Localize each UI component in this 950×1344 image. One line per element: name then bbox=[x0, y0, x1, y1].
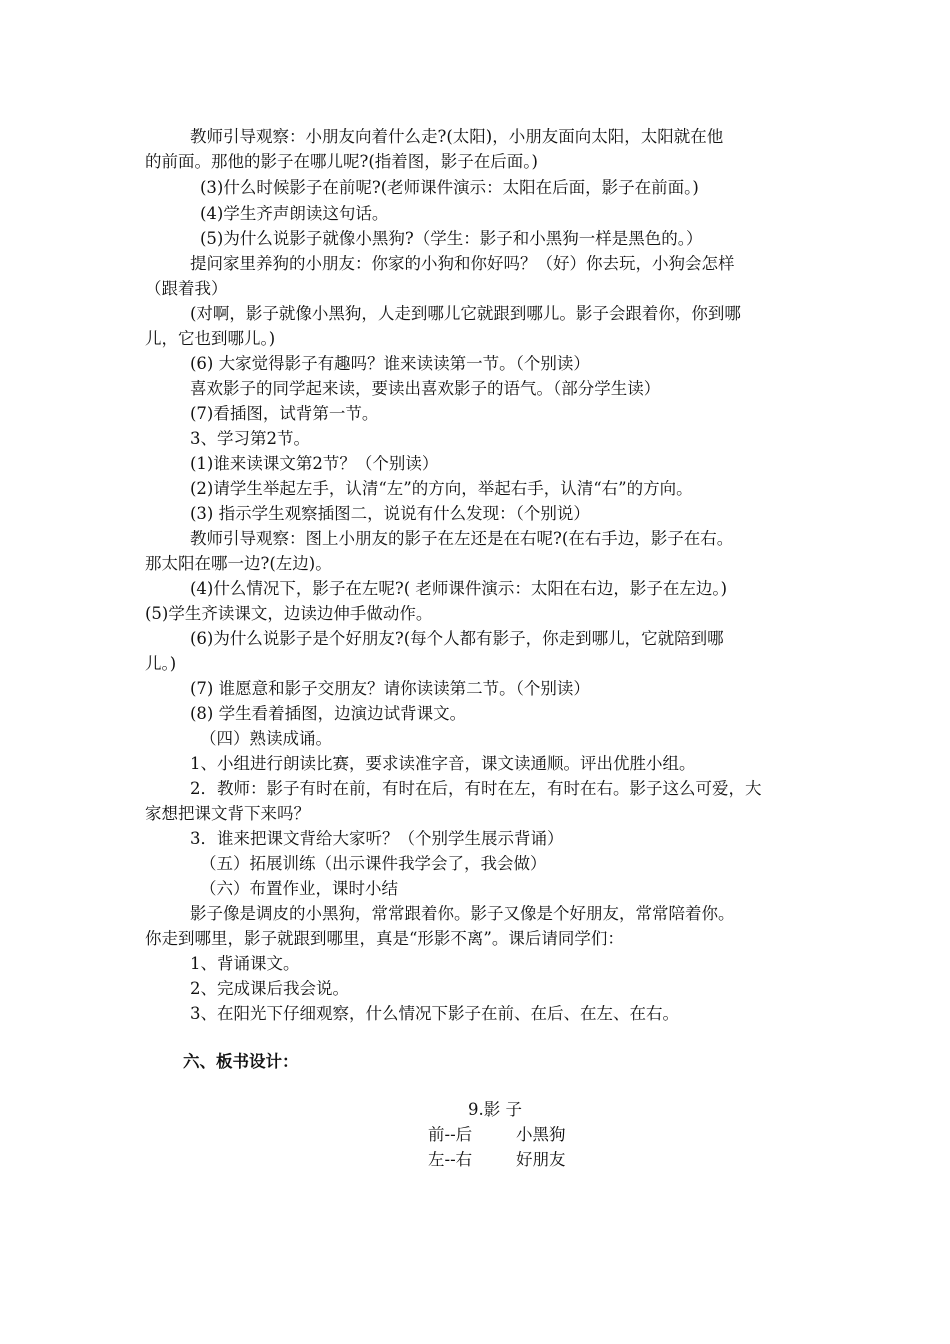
text-line: 儿，它也到哪儿。) bbox=[145, 329, 276, 348]
text-line: 儿。) bbox=[145, 654, 177, 673]
text-line: 1、小组进行朗读比赛，要求读准字音，课文读通顺。评出优胜小组。 bbox=[190, 754, 696, 773]
board-title: 9.影 子 bbox=[468, 1100, 522, 1119]
text-line: 那太阳在哪一边?(左边)。 bbox=[145, 554, 332, 573]
text-line: 3、在阳光下仔细观察，什么情况下影子在前、在后、在左、在右。 bbox=[190, 1004, 679, 1023]
text-line: (2)请学生举起左手，认清“左”的方向，举起右手，认清“右”的方向。 bbox=[190, 479, 693, 498]
text-line: 的前面。那他的影子在哪儿呢?(指着图，影子在后面。) bbox=[145, 152, 538, 171]
board-row2-right: 好朋友 bbox=[516, 1150, 566, 1169]
board-row1-right: 小黑狗 bbox=[516, 1125, 566, 1144]
text-line: (3) 指示学生观察插图二，说说有什么发现：（个别说） bbox=[190, 504, 590, 523]
text-line: 提问家里养狗的小朋友：你家的小狗和你好吗？（好）你去玩，小狗会怎样 bbox=[190, 254, 735, 273]
text-line: 1、背诵课文。 bbox=[190, 954, 300, 973]
text-line: 2、完成课后我会说。 bbox=[190, 979, 349, 998]
text-line: 3、学习第2节。 bbox=[190, 429, 310, 448]
section-heading: 六、板书设计： bbox=[183, 1052, 299, 1071]
text-line: （四）熟读成诵。 bbox=[200, 729, 332, 748]
text-line: (1)谁来读课文第2节？（个别读） bbox=[190, 454, 439, 473]
text-line: 3．谁来把课文背给大家听？（个别学生展示背诵） bbox=[190, 829, 564, 848]
text-line: (6) 大家觉得影子有趣吗？谁来读读第一节。（个别读） bbox=[190, 354, 590, 373]
text-line: 教师引导观察：图上小朋友的影子在左还是在右呢?(在右手边，影子在右。 bbox=[190, 529, 734, 548]
text-line: (7)看插图，试背第一节。 bbox=[190, 404, 379, 423]
text-line: (对啊，影子就像小黑狗，人走到哪儿它就跟到哪儿。影子会跟着你，你到哪 bbox=[190, 304, 741, 323]
text-line: 家想把课文背下来吗？ bbox=[145, 804, 310, 823]
text-line: 教师引导观察：小朋友向着什么走?(太阳)，小朋友面向太阳，太阳就在他 bbox=[190, 127, 724, 146]
text-line: 喜欢影子的同学起来读，要读出喜欢影子的语气。（部分学生读） bbox=[190, 379, 661, 398]
text-line: (3)什么时候影子在前呢?(老师课件演示：太阳在后面，影子在前面。) bbox=[200, 178, 699, 197]
text-line: (8) 学生看着插图，边演边试背课文。 bbox=[190, 704, 467, 723]
text-line: (6)为什么说影子是个好朋友?(每个人都有影子，你走到哪儿，它就陪到哪 bbox=[190, 629, 724, 648]
text-line: (4)学生齐声朗读这句话。 bbox=[200, 204, 389, 223]
text-line: （跟着我） bbox=[145, 279, 228, 298]
board-row1-left: 前--后 bbox=[428, 1125, 473, 1144]
text-line: (5)学生齐读课文，边读边伸手做动作。 bbox=[145, 604, 433, 623]
text-line: 2．教师：影子有时在前，有时在后，有时在左，有时在右。影子这么可爱，大 bbox=[190, 779, 762, 798]
text-line: (7) 谁愿意和影子交朋友？请你读读第二节。（个别读） bbox=[190, 679, 590, 698]
text-line: 你走到哪里，影子就跟到哪里，真是“形影不离”。课后请同学们： bbox=[145, 929, 624, 948]
text-line: 影子像是调皮的小黑狗，常常跟着你。影子又像是个好朋友，常常陪着你。 bbox=[190, 904, 735, 923]
text-line: （五）拓展训练（出示课件我学会了，我会做） bbox=[200, 854, 547, 873]
text-line: (5)为什么说影子就像小黑狗?（学生：影子和小黑狗一样是黑色的。） bbox=[200, 229, 703, 248]
text-line: （六）布置作业，课时小结 bbox=[200, 879, 398, 898]
board-row2-left: 左--右 bbox=[428, 1150, 473, 1169]
text-line: (4)什么情况下，影子在左呢?( 老师课件演示：太阳在右边，影子在左边。) bbox=[190, 579, 728, 598]
